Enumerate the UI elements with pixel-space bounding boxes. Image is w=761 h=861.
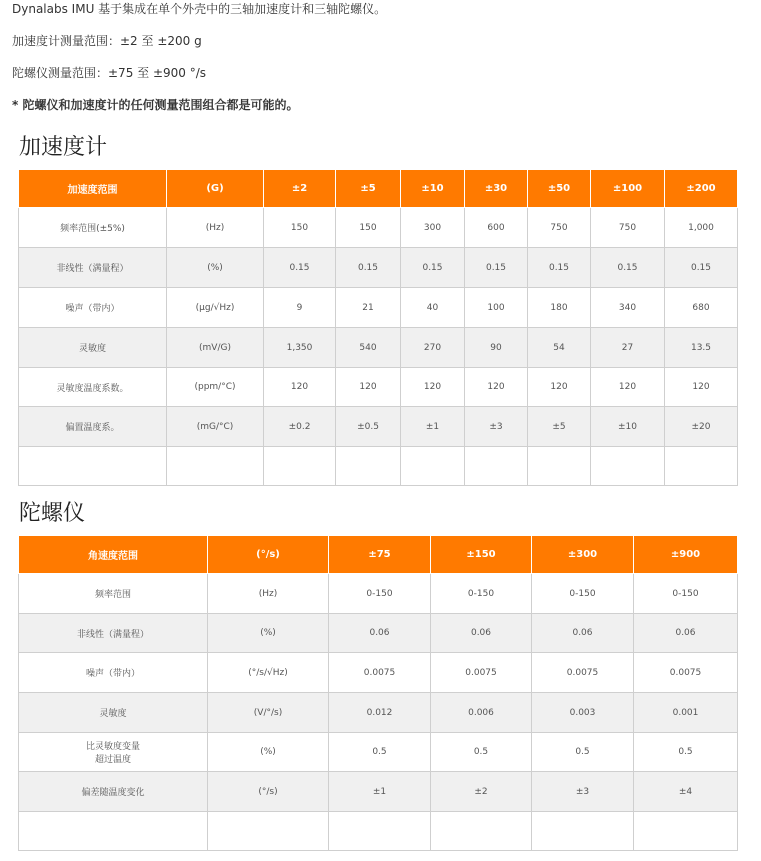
value-cell: 0.15 xyxy=(401,248,465,288)
row-label-cell: 比灵敏度变量 超过温度 xyxy=(19,733,208,772)
intro-description: Dynalabs IMU 基于集成在单个外壳中的三轴加速度计和三轴陀螺仪。 xyxy=(12,2,387,16)
value-cell: 0-150 xyxy=(431,574,532,614)
header-cell: 角速度范围 xyxy=(19,536,208,574)
value-cell: 0.06 xyxy=(431,614,532,653)
row-label-cell: 噪声（带内） xyxy=(19,288,167,328)
unit-cell xyxy=(167,447,264,486)
table-row xyxy=(19,208,738,248)
table-row xyxy=(19,248,738,288)
value-cell: 180 xyxy=(528,288,591,328)
header-cell: ±50 xyxy=(528,170,591,208)
table-row xyxy=(19,812,738,851)
header-cell: ±30 xyxy=(465,170,528,208)
row-label-cell: 偏差随温度变化 xyxy=(19,772,208,812)
combination-note: * 陀螺仪和加速度计的任何测量范围组合都是可能的。 xyxy=(12,98,299,112)
value-cell: 0.15 xyxy=(528,248,591,288)
value-cell: 0.0075 xyxy=(532,653,634,693)
header-cell: (°/s) xyxy=(208,536,329,574)
value-cell: 90 xyxy=(465,328,528,368)
value-cell: 120 xyxy=(591,368,665,407)
value-cell: ±0.5 xyxy=(336,407,401,447)
value-cell: 750 xyxy=(591,208,665,248)
accelerometer-range-text: 加速度计测量范围：±2 至 ±200 g xyxy=(12,34,202,48)
value-cell: 0.0075 xyxy=(329,653,431,693)
row-label-cell xyxy=(19,447,167,486)
value-cell xyxy=(665,447,738,486)
value-cell: ±1 xyxy=(329,772,431,812)
value-cell: 100 xyxy=(465,288,528,328)
row-label-cell: 偏置温度系。 xyxy=(19,407,167,447)
accelerometer-spec-table xyxy=(18,169,738,486)
row-label-cell: 频率范围(±5%) xyxy=(19,208,167,248)
row-label-cell: 非线性（满量程） xyxy=(19,248,167,288)
row-label-cell: 噪声（带内） xyxy=(19,653,208,693)
value-cell xyxy=(329,812,431,851)
value-cell: ±5 xyxy=(528,407,591,447)
value-cell: 1,000 xyxy=(665,208,738,248)
value-cell xyxy=(532,812,634,851)
value-cell: 21 xyxy=(336,288,401,328)
value-cell: 0.012 xyxy=(329,693,431,733)
value-cell: 0.001 xyxy=(634,693,738,733)
table-row xyxy=(19,288,738,328)
value-cell xyxy=(264,447,336,486)
value-cell: 120 xyxy=(665,368,738,407)
row-label-cell: 灵敏度温度系数。 xyxy=(19,368,167,407)
unit-cell: (Hz) xyxy=(208,574,329,614)
header-cell: (G) xyxy=(167,170,264,208)
header-cell: ±5 xyxy=(336,170,401,208)
value-cell: ±10 xyxy=(591,407,665,447)
row-label-cell: 非线性（满量程） xyxy=(19,614,208,653)
value-cell: 150 xyxy=(336,208,401,248)
header-cell: 加速度范围 xyxy=(19,170,167,208)
gyroscope-range-text: 陀螺仪测量范围：±75 至 ±900 °/s xyxy=(12,66,207,80)
value-cell: 40 xyxy=(401,288,465,328)
value-cell: 120 xyxy=(465,368,528,407)
row-label-cell: 灵敏度 xyxy=(19,693,208,733)
value-cell: 340 xyxy=(591,288,665,328)
header-cell: ±100 xyxy=(591,170,665,208)
value-cell: 13.5 xyxy=(665,328,738,368)
unit-cell: (%) xyxy=(208,733,329,772)
value-cell: 0-150 xyxy=(634,574,738,614)
header-cell: ±10 xyxy=(401,170,465,208)
header-cell: ±75 xyxy=(329,536,431,574)
accelerometer-heading: 加速度计 xyxy=(19,135,108,160)
table-row xyxy=(19,447,738,486)
value-cell xyxy=(591,447,665,486)
table-row xyxy=(19,693,738,733)
value-cell: 0.15 xyxy=(336,248,401,288)
value-cell: 27 xyxy=(591,328,665,368)
value-cell: 600 xyxy=(465,208,528,248)
unit-cell: (%) xyxy=(167,248,264,288)
table-row xyxy=(19,733,738,772)
value-cell: 120 xyxy=(401,368,465,407)
value-cell: ±4 xyxy=(634,772,738,812)
value-cell: 300 xyxy=(401,208,465,248)
value-cell: 150 xyxy=(264,208,336,248)
header-cell: ±200 xyxy=(665,170,738,208)
value-cell: 540 xyxy=(336,328,401,368)
unit-cell: (mG/°C) xyxy=(167,407,264,447)
value-cell xyxy=(401,447,465,486)
value-cell: 0.003 xyxy=(532,693,634,733)
header-cell: ±2 xyxy=(264,170,336,208)
unit-cell: (°/s) xyxy=(208,772,329,812)
table-header-row xyxy=(19,170,738,208)
value-cell: 0.5 xyxy=(532,733,634,772)
value-cell: 120 xyxy=(264,368,336,407)
value-cell: 750 xyxy=(528,208,591,248)
value-cell xyxy=(431,812,532,851)
header-cell: ±300 xyxy=(532,536,634,574)
value-cell: 0.06 xyxy=(634,614,738,653)
value-cell xyxy=(634,812,738,851)
row-label-cell: 灵敏度 xyxy=(19,328,167,368)
value-cell: 0.15 xyxy=(465,248,528,288)
value-cell: 0.5 xyxy=(431,733,532,772)
unit-cell xyxy=(208,812,329,851)
value-cell: 0.0075 xyxy=(431,653,532,693)
value-cell: 120 xyxy=(528,368,591,407)
value-cell: ±0.2 xyxy=(264,407,336,447)
value-cell: 9 xyxy=(264,288,336,328)
table-row xyxy=(19,653,738,693)
table-row xyxy=(19,614,738,653)
value-cell: 0.15 xyxy=(264,248,336,288)
gyroscope-heading: 陀螺仪 xyxy=(19,501,86,526)
unit-cell: (°/s/√Hz) xyxy=(208,653,329,693)
value-cell: 0.15 xyxy=(665,248,738,288)
value-cell: 0.0075 xyxy=(634,653,738,693)
value-cell: 0.5 xyxy=(634,733,738,772)
row-label-cell: 频率范围 xyxy=(19,574,208,614)
value-cell: 120 xyxy=(336,368,401,407)
unit-cell: (mV/G) xyxy=(167,328,264,368)
unit-cell: (ppm/°C) xyxy=(167,368,264,407)
value-cell xyxy=(336,447,401,486)
value-cell xyxy=(528,447,591,486)
value-cell: ±3 xyxy=(465,407,528,447)
value-cell: ±20 xyxy=(665,407,738,447)
unit-cell: (%) xyxy=(208,614,329,653)
value-cell: 1,350 xyxy=(264,328,336,368)
table-row xyxy=(19,368,738,407)
value-cell xyxy=(465,447,528,486)
table-row xyxy=(19,772,738,812)
value-cell: 680 xyxy=(665,288,738,328)
value-cell: ±1 xyxy=(401,407,465,447)
value-cell: 270 xyxy=(401,328,465,368)
value-cell: ±3 xyxy=(532,772,634,812)
gyroscope-spec-table xyxy=(18,535,738,851)
value-cell: 0.5 xyxy=(329,733,431,772)
table-row xyxy=(19,407,738,447)
unit-cell: (μg/√Hz) xyxy=(167,288,264,328)
value-cell: 0.15 xyxy=(591,248,665,288)
value-cell: 0.06 xyxy=(329,614,431,653)
header-cell: ±150 xyxy=(431,536,532,574)
unit-cell: (V/°/s) xyxy=(208,693,329,733)
value-cell: 0-150 xyxy=(329,574,431,614)
table-row xyxy=(19,574,738,614)
header-cell: ±900 xyxy=(634,536,738,574)
table-row xyxy=(19,328,738,368)
value-cell: 54 xyxy=(528,328,591,368)
value-cell: ±2 xyxy=(431,772,532,812)
value-cell: 0-150 xyxy=(532,574,634,614)
unit-cell: (Hz) xyxy=(167,208,264,248)
table-header-row xyxy=(19,536,738,574)
value-cell: 0.006 xyxy=(431,693,532,733)
row-label-cell xyxy=(19,812,208,851)
value-cell: 0.06 xyxy=(532,614,634,653)
